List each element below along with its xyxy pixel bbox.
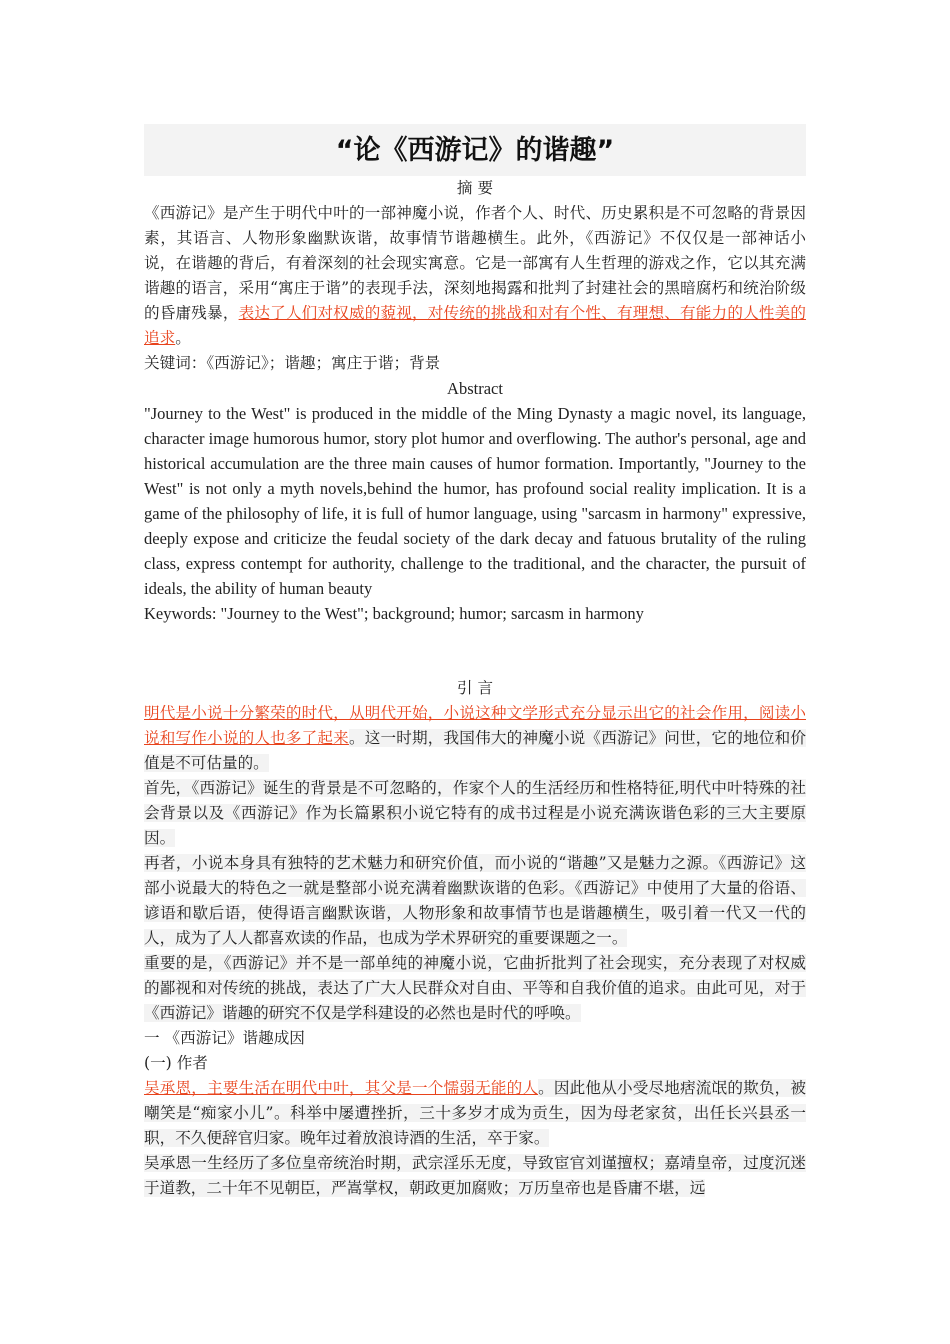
- paragraph-second: [144, 851, 806, 951]
- abstract-paragraph: [144, 201, 806, 351]
- author-highlight: 吴承恩，主要生活在明代中叶，其父是一个懦弱无能的人: [144, 1079, 539, 1097]
- paragraph-first-text: 首先，《西游记》诞生的背景是不可忽略的，作家个人的生活经历和性格特征,明代中叶特殊的社会背景以及《西游记》作为长篇累积小说它特有的成书过程是小说充满诙谐色彩的三大主要原因。: [144, 779, 806, 847]
- abstract-highlight: 表达了人们对权威的藐视，对传统的挑战和对有个性、有理想、有能力的人性美的追求: [144, 304, 806, 347]
- paragraph-third-text: 重要的是，《西游记》并不是一部单纯的神魔小说，它曲折批判了社会现实，充分表现了对权威的鄙视和对传统的挑战，表达了广大人民群众对自由、平等和自我价值的追求。由此可见，对于《西游记》谐趣的研究不仅是学科建设的必然也是时代的呼唤。: [144, 954, 806, 1022]
- emperor-paragraph: [144, 1151, 806, 1201]
- spacer: [144, 626, 806, 676]
- subsection-author-heading: (一) 作者: [144, 1054, 208, 1072]
- paragraph-second-text: 再者，小说本身具有独特的艺术魅力和研究价值，而小说的“谐趣”又是魅力之源。《西游记》这部小说最大的特色之一就是整部小说充满着幽默诙谐的色彩。《西游记》中使用了大量的俗语、谚语和歇后语，使得语言幽默诙谐，人物形象和故事情节也是谐趣横生，吸引着一代又一代的人，成为了人人都喜欢读的作品，也成为学术界研究的重要课题之一。: [144, 854, 806, 947]
- abstract-text: 《西游记》是产生于明代中叶的一部神魔小说，作者个人、时代、历史累积是不可忽略的背景因素，其语言、人物形象幽默诙谐，故事情节谐趣横生。此外，《西游记》不仅仅是一部神话小说，在谐趣的背后，有着深刻的社会现实寓意。它是一部寓有人生哲理的游戏之作，它以其充满谐趣的语言，采用“寓庄于谐”的表现手法，深刻地揭露和批判了封建社会的黑暗腐朽和统治阶级的昏庸残暴，: [144, 204, 806, 322]
- document-title: “论《西游记》的谐趣”: [144, 124, 806, 176]
- emperor-text: 吴承恩一生经历了多位皇帝统治时期，武宗淫乐无度，导致宦官刘谨擅权；嘉靖皇帝，过度沉迷于道教，二十年不见朝臣，严嵩掌权，朝政更加腐败；万历皇帝也是昏庸不堪，远: [144, 1154, 806, 1197]
- keywords-line: 关键词：《西游记》；谐趣；寓庄于谐；背景: [144, 354, 441, 372]
- author-paragraph: [144, 1076, 806, 1151]
- abstract-text-end: 。: [175, 329, 191, 347]
- paragraph-first: [144, 776, 806, 851]
- author-text: 。因此他从小受尽地痞流氓的欺负，被嘲笑是“痴家小儿”。科举中屡遭挫折，三十多岁才成为贡生，因为母老家贫，出任长兴县丞一职，不久便辞官归家。晚年过着放浪诗酒的生活，卒于家。: [144, 1079, 806, 1147]
- english-abstract-heading: Abstract: [447, 379, 503, 398]
- paragraph-third: [144, 951, 806, 1026]
- intro-paragraph: [144, 701, 806, 776]
- english-keywords-line: Keywords: "Journey to the West"; background; humor; sarcasm in harmony: [144, 604, 644, 623]
- english-abstract-paragraph: "Journey to the West" is produced in the middle of the Ming Dynasty a magic novel, its language, character image humorous humor, story plot humor and overflowing. The author's personal, age and historical accumulation are the three main causes of humor formation. Importantly, "Journey to the West" is not only a myth novels,behind the humor, has profound social reality implication. It is a game of the philosophy of life, it is full of humor language, using "sarcasm in harmony" expressive, deeply expose and criticize the feudal society of the dark decay and fatuous brutality of the ruling class, express contempt for authority, challenge to the traditional, and the character, the pursuit of ideals, the ability of human beauty: [144, 404, 806, 598]
- intro-heading: 引 言: [456, 679, 494, 697]
- section-one-heading: 一 《西游记》谐趣成因: [144, 1029, 305, 1047]
- document-body: [144, 124, 806, 1201]
- intro-text: 。这一时期，我国伟大的神魔小说《西游记》问世，它的地位和价值是不可估量的。: [144, 729, 806, 772]
- abstract-heading: 摘 要: [456, 179, 494, 197]
- intro-highlight: 明代是小说十分繁荣的时代，从明代开始，小说这种文学形式充分显示出它的社会作用，阅读小说和写作小说的人也多了起来: [144, 704, 806, 747]
